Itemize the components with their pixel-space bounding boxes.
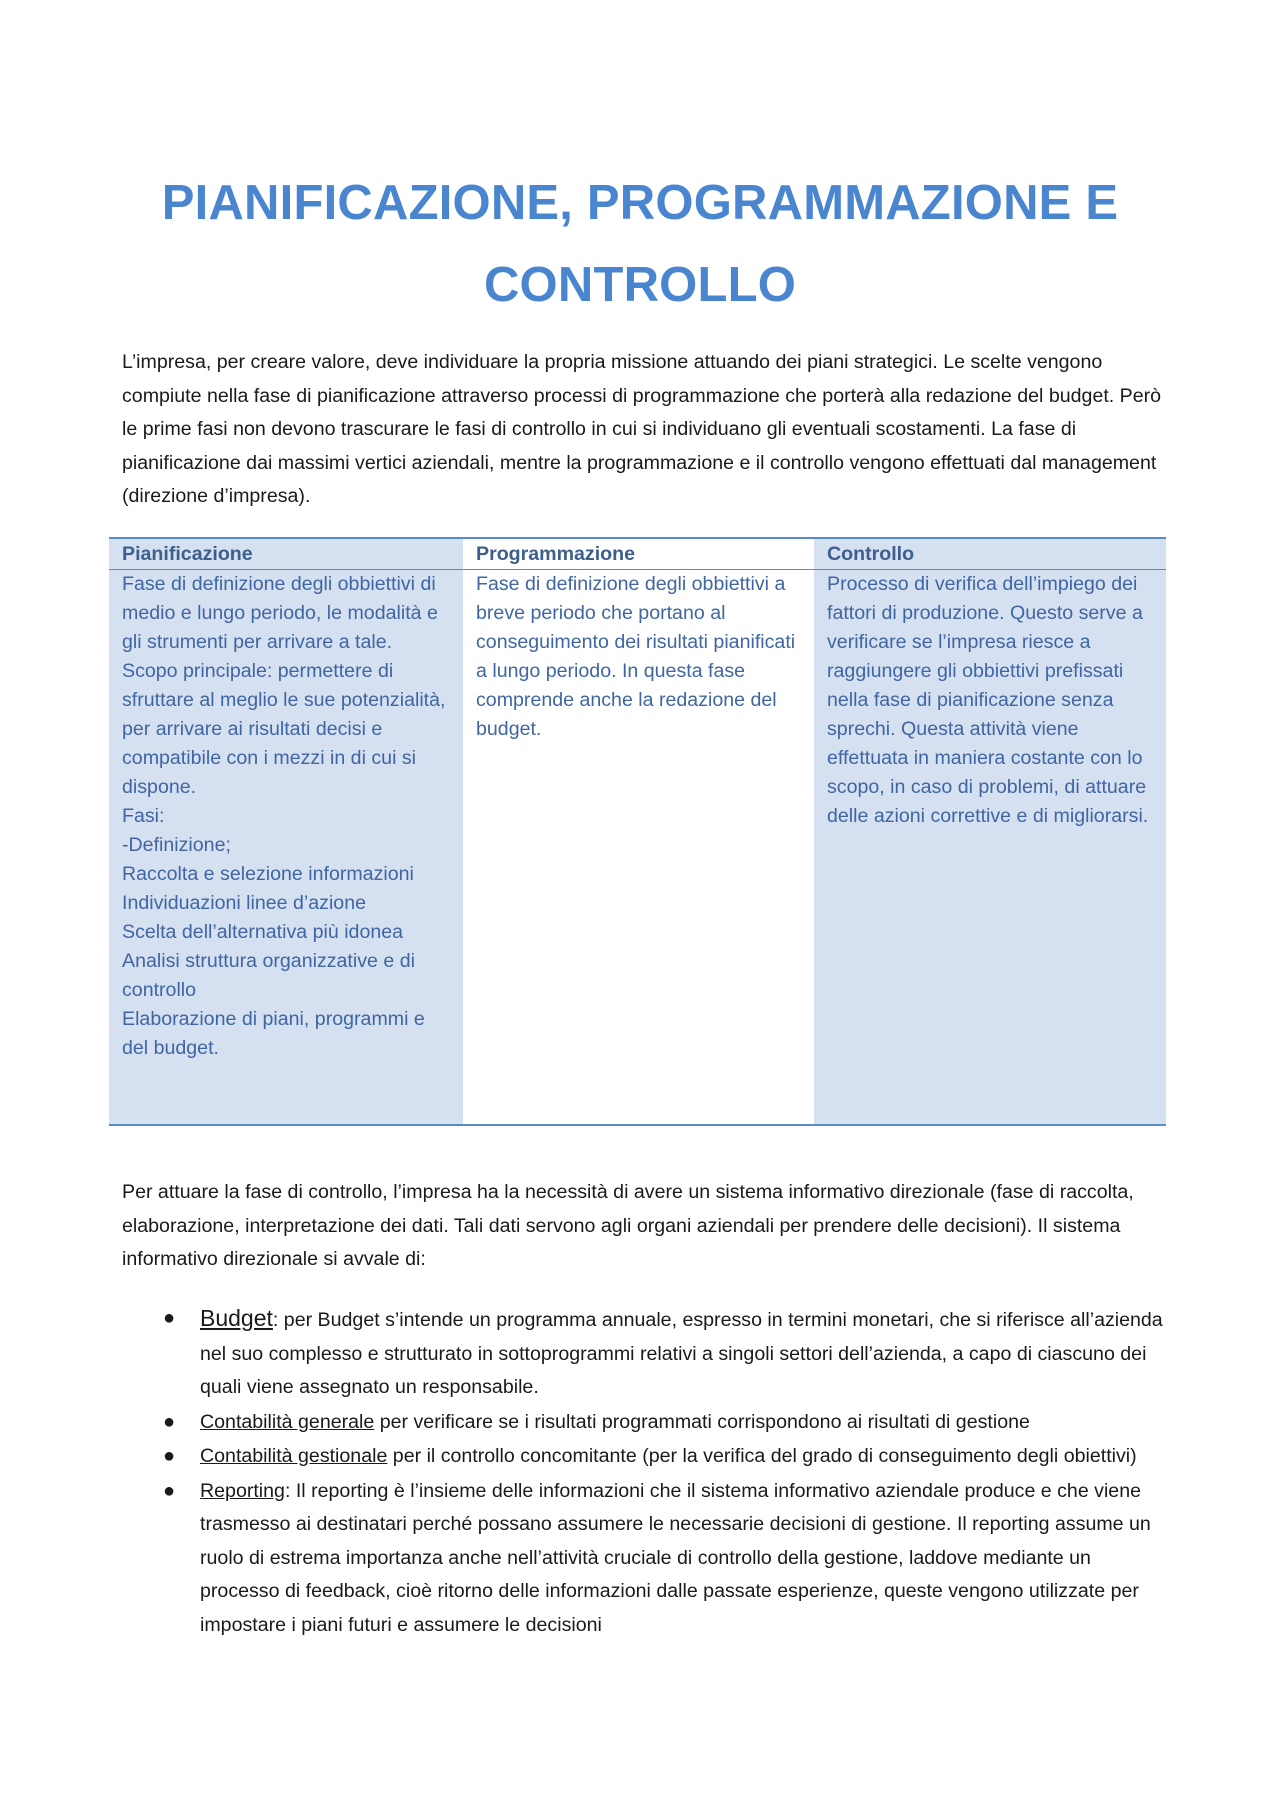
cell-line: -Definizione; bbox=[122, 834, 231, 856]
column-pianificazione bbox=[109, 539, 463, 1124]
list-item-text: per il controllo concomitante (per la verifica del grado di conseguimento degli obiettivi) bbox=[387, 1445, 1137, 1467]
tools-list bbox=[163, 1302, 1168, 1643]
column-programmazione bbox=[463, 539, 814, 1124]
bullet-icon: ● bbox=[163, 1307, 176, 1329]
cell-line: Analisi struttura organizzative e di controllo bbox=[122, 950, 415, 1001]
bullet-icon: ● bbox=[163, 1479, 176, 1502]
column-header: Programmazione bbox=[476, 543, 635, 565]
list-item bbox=[163, 1475, 1168, 1643]
column-body bbox=[122, 570, 453, 1063]
list-item-text: : per Budget s’intende un programma annuale, espresso in termini monetari, che si riferisce all’azienda nel suo complesso e strutturato in sottoprogrammi relativi a singoli settori dell’azienda, a capo di ciascuno dei quali viene assegnato un responsabile. bbox=[200, 1309, 1163, 1398]
list-item-term: Reporting bbox=[200, 1479, 285, 1502]
bullet-icon: ● bbox=[163, 1410, 176, 1433]
list-item-text: : Il reporting è l’insieme delle informazioni che il sistema informativo aziendale produce e che viene trasmesso ai destinatari perché possano assumere le necessarie decisioni di gestione. Il reporting assume un ruolo di estrema importanza anche nell’attività cruciale di controllo della gestione, laddove mediante un processo di feedback, cioè ritorno delle informazioni dalle passate esperienze, queste vengono utilizzate per impostare i piani futuri e assumere le decisioni bbox=[200, 1479, 1151, 1636]
control-paragraph: Per attuare la fase di controllo, l’impresa ha la necessità di avere un sistema informativo direzionale (fase di raccolta, elaborazione, interpretazione dei dati. Tali dati servono agli organi aziendali per prendere delle decisioni). Il sistema informativo direzionale si avvale di: bbox=[122, 1181, 1134, 1270]
page-title: PIANIFICAZIONE, PROGRAMMAZIONE E CONTROLLO bbox=[161, 176, 1119, 312]
bullet-icon: ● bbox=[163, 1445, 176, 1467]
list-item bbox=[163, 1302, 1168, 1405]
list-item-term: Budget bbox=[200, 1305, 273, 1331]
cell-line: Individuazioni linee d’azione bbox=[122, 892, 367, 914]
cell-line: Scopo principale: permettere di sfruttare al meglio le sue potenzialità, per arrivare ai risultati decisi e compatibile con i mezzi in di cui si dispone. bbox=[122, 660, 446, 798]
column-header: Controllo bbox=[827, 543, 915, 565]
header-divider bbox=[109, 569, 1166, 570]
list-item-term: Contabilità gestionale bbox=[200, 1445, 388, 1467]
column-body bbox=[476, 570, 804, 744]
cell-line: Fasi: bbox=[122, 805, 165, 827]
cell-line: Fase di definizione degli obbiettivi di medio e lungo periodo, le modalità e gli strumenti per arrivare a tale. bbox=[122, 573, 438, 653]
list-item bbox=[163, 1406, 1168, 1440]
column-controllo bbox=[814, 539, 1166, 1124]
list-item bbox=[163, 1440, 1168, 1474]
phases-table bbox=[109, 537, 1166, 1126]
list-item-term: Contabilità generale bbox=[200, 1410, 375, 1433]
cell-line: Raccolta e selezione informazioni bbox=[122, 863, 414, 885]
cell-line: Fase di definizione degli obbiettivi a breve periodo che portano al conseguimento dei risultati pianificati a lungo periodo. In questa fase comprende anche la redazione del budget. bbox=[476, 573, 796, 740]
column-body bbox=[827, 570, 1156, 831]
intro-paragraph: L’impresa, per creare valore, deve individuare la propria missione attuando dei piani strategici. Le scelte vengono compiute nella fase di pianificazione attraverso processi di programmazione che porterà alla redazione del budget. Però le prime fasi non devono trascurare le fasi di controllo in cui si individuano gli eventuali scostamenti. La fase di pianificazione dai massimi vertici aziendali, mentre la programmazione e il controllo vengono effettuati dal management (direzione d’impresa). bbox=[122, 351, 1162, 507]
column-header: Pianificazione bbox=[122, 543, 253, 565]
list-item-text: per verificare se i risultati programmati corrispondono ai risultati di gestione bbox=[374, 1410, 1030, 1433]
cell-line: Scelta dell’alternativa più idonea bbox=[122, 921, 404, 943]
cell-line: Processo di verifica dell’impiego dei fattori di produzione. Questo serve a verificare se l’impresa riesce a raggiungere gli obbiettivi prefissati nella fase di pianificazione senza sprechi. Questa attività viene effettuata in maniera costante con lo scopo, in caso di problemi, di attuare delle azioni correttive e di migliorarsi. bbox=[827, 573, 1149, 827]
cell-line: Elaborazione di piani, programmi e del budget. bbox=[122, 1008, 425, 1059]
